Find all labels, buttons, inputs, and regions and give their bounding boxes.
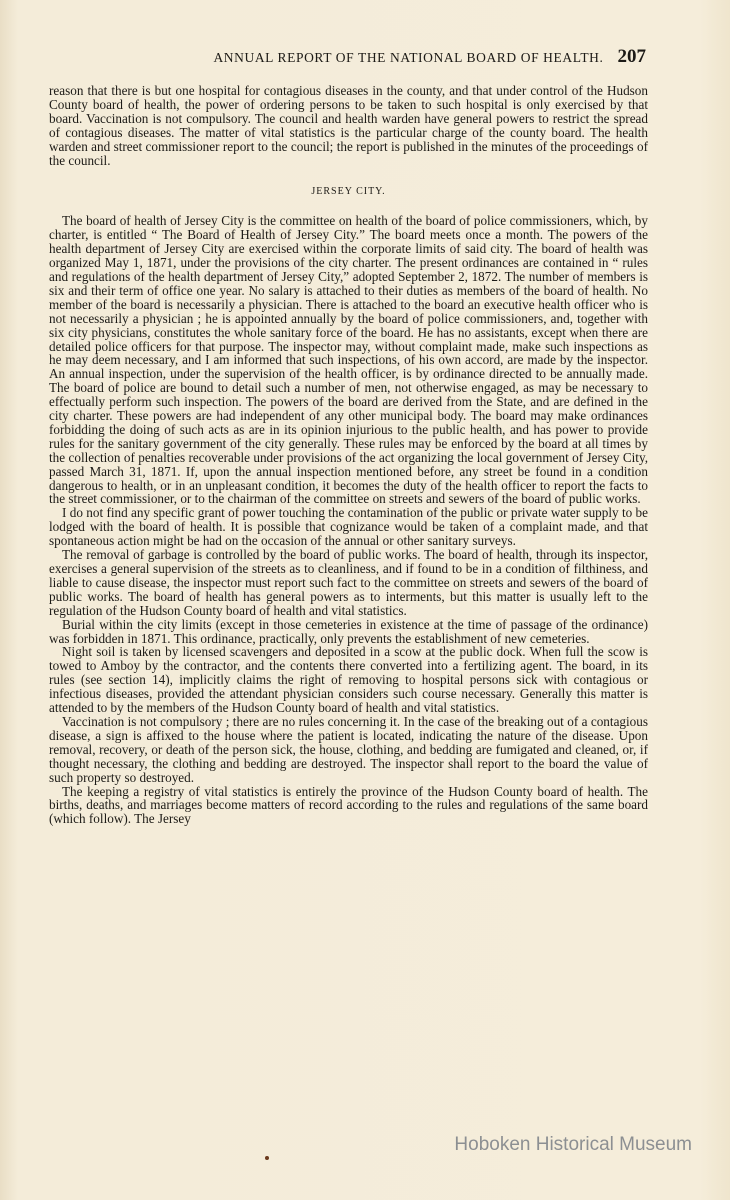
running-title: ANNUAL REPORT OF THE NATIONAL BOARD OF HEALTH. <box>213 50 604 65</box>
paragraph: I do not find any specific grant of power touching the contamination of the public or private water supply to be lodged with the board of health. It is possible that cognizance would be taken of a complaint made, and that spontaneous action might be had on the occasion of the annual or other sanitary surveys. <box>49 505 648 549</box>
paragraph: Night soil is taken by licensed scavengers and deposited in a scow at the public dock. When full the scow is towed to Amboy by the contractor, and the contents there converted into a fertilizing agent. The board, in its rules (see section 14), implicitly claims the right of removing to hospital persons sick with contagious or infectious diseases, provided the attendant physician considers such course necessary. Generally this matter is attended to by the members of the Hudson County board of health and vital statistics. <box>49 644 648 716</box>
paragraph: Vaccination is not compulsory ; there are no rules concerning it. In the case of the breaking out of a contagious disease, a sign is affixed to the house where the patient is located, indicating the nature of the disease. Upon removal, recovery, or death of the person sick, the house, clothing, and bedding are fumigated and cleaned, or, if thought necessary, the clothing and bedding are destroyed. The inspector shall report to the board the value of such property so destroyed. <box>49 713 648 785</box>
running-header <box>48 46 646 70</box>
paragraph: Burial within the city limits (except in those cemeteries in existence at the time of passage of the ordinance) was forbidden in 1871. This ordinance, practically, only prevents the establishment of new cemeteries. <box>49 616 648 646</box>
section-heading: JERSEY CITY. <box>311 186 386 198</box>
page-number: 207 <box>617 46 646 67</box>
museum-watermark: Hoboken Historical Museum <box>454 1134 692 1155</box>
body-text <box>49 84 648 826</box>
ink-spot <box>265 1156 269 1160</box>
paragraph: The removal of garbage is controlled by the board of public works. The board of health, through its inspector, exercises a general supervision of the streets as to cleanliness, and if found to be in a condition of filthiness, and liable to cause disease, the inspector must report such fact to the committee on streets and sewers of the board of public works. The board of health has general powers as to interments, but this matter is usually left to the regulation of the Hudson County board of health and vital statistics. <box>49 547 648 618</box>
paragraph-continued: reason that there is but one hospital for contagious diseases in the county, and that under control of the Hudson County board of health, the power of ordering persons to be taken to such hospital is only exercised by that board. Vaccination is not compulsory. The council and health warden have general powers to restrict the spread of contagious diseases. The matter of vital statistics is the particular charge of the county board. The health warden and street commissioner report to the council; the report is published in the minutes of the proceedings of the council. <box>49 83 648 168</box>
paragraph: The board of health of Jersey City is the committee on health of the board of police commissioners, which, by charter, is entitled “ The Board of Health of Jersey City.” The board meets once a month. The powers of the health department of Jersey City are exercised within the corporate limits of said city. The board of health was organized May 1, 1871, under the provisions of the city charter. The present ordinances are contained in “ rules and regulations of the health department of Jersey City,” adopted September 2, 1872. The number of members is six and their term of office one year. No salary is attached to their duties as members of the board of health. No member of the board is necessarily a physician. There is attached to the board an executive health officer who is not necessarily a physician ; he is appointed annually by the board of police commissioners, and, together with six city physicians, constitutes the whole sanitary force of the board. He has no assistants, except when there are detailed police officers for that purpose. The inspector may, without complaint made, make such inspections as he may deem necessary, and I am informed that such inspections, of his own accord, are made by the inspector. An annual inspection, under the supervision of the health officer, is by ordinance directed to be annually made. The board of police are bound to detail such a number of men, not otherwise engaged, as may be necessary to effectually perform such inspection. The powers of the board are derived from the State, and are defined in the city charter. These powers are had independent of any other municipal body. The board may make ordinances forbidding the doing of such acts as are in its opinion injurious to the public health, and has power to provide rules for the sanitary government of the city generally. These rules may be enforced by the board at all times by the collection of penalties recoverable under provisions of the act organizing the local government of Jersey City, passed March 31, 1871. If, upon the annual inspection mentioned before, any street be found in a condition dangerous to health, or in an unpleasant condition, it becomes the duty of the health officer to report the facts to the street commissioner, or to the chairman of the committee on streets and sewers of the board of public works. <box>49 213 648 507</box>
paragraph: The keeping a registry of vital statistics is entirely the province of the Hudson County board of health. The births, deaths, and marriages become matters of record according to the rules and regulations of the same board (which follow). The Jersey <box>49 783 648 827</box>
